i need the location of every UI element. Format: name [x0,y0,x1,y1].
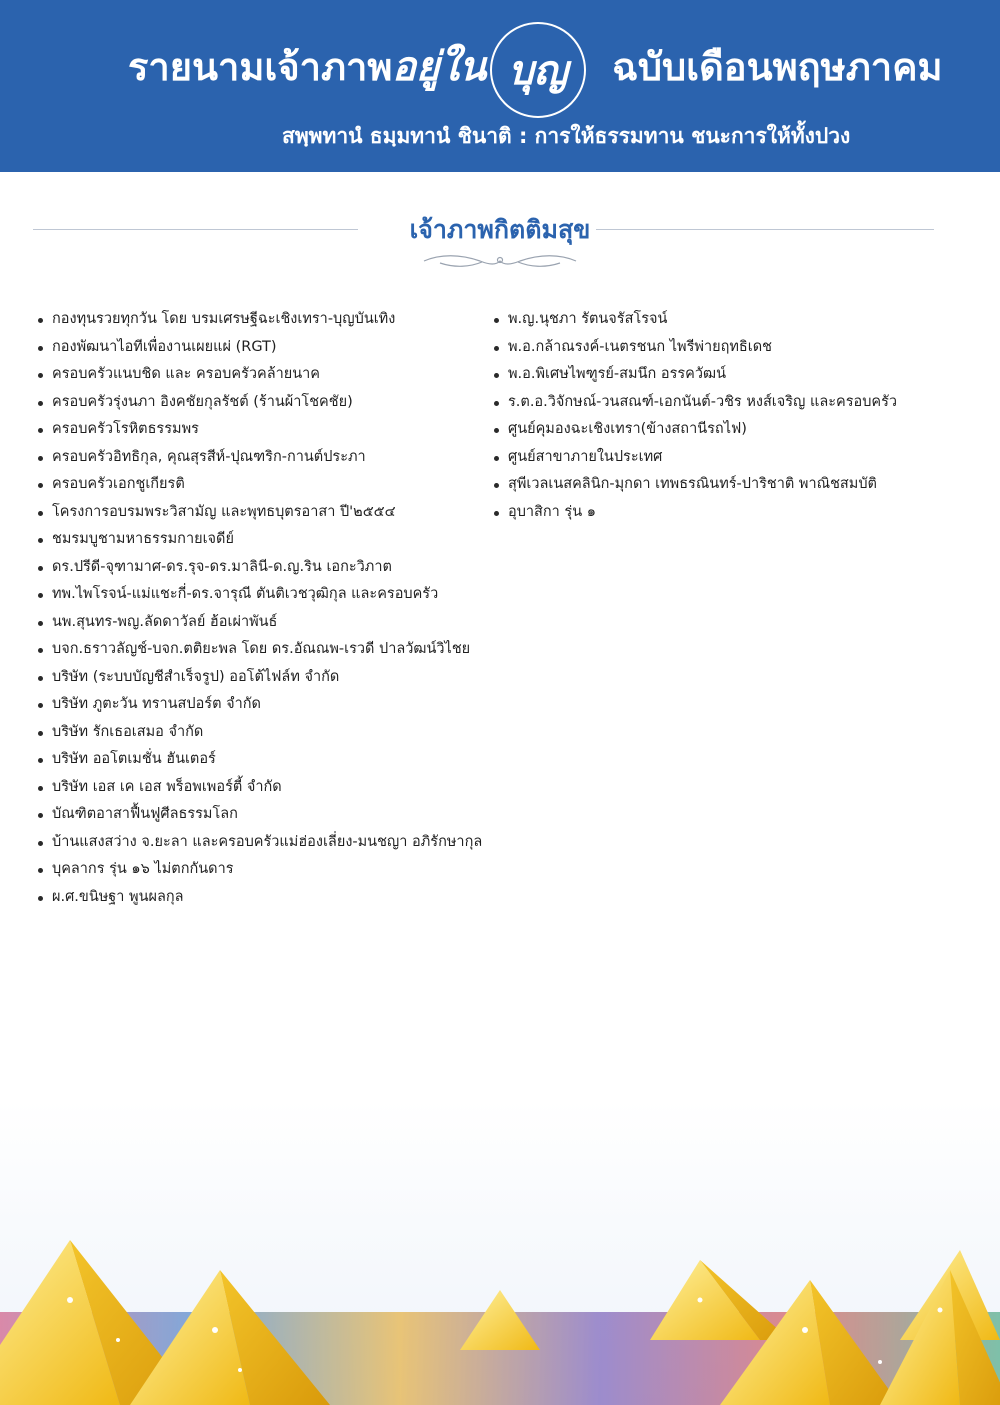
donor-list-item: บัณฑิตอาสาฟื้นฟูศีลธรรมโลก [38,801,508,829]
donor-list-item: ร.ต.อ.วิจักษณ์-วนสณฑ์-เอกนันต์-วชิร หงส์เจริญ และครอบครัว [494,389,964,417]
logo-circle-text: บุญ [508,47,568,94]
donor-list-item: บริษัท (ระบบบัญชีสำเร็จรูป) ออโต้ไฟล์ท จำกัด [38,664,508,692]
donor-list-item: บ้านแสงสว่าง จ.ยะลา และครอบครัวแม่ฮ่องเลี่ยง-มนชญา อภิรักษากุล [38,829,508,857]
donor-list-item: ทพ.ไพโรจน์-แม่แชะกี่-ดร.จารุณี ตันติเวชวุฒิกุล และครอบครัว [38,581,508,609]
divider-right [596,229,934,230]
donor-list-item: พ.อ.พิเศษไพฑูรย์-สมนึก อรรควัฒน์ [494,361,964,389]
donor-list-item: บริษัท ออโตเมชั่น ฮันเตอร์ [38,746,508,774]
header-banner [0,0,1000,172]
donor-list-item: บริษัท ภูตะวัน ทรานสปอร์ต จำกัด [38,691,508,719]
header-title-left: รายนามเจ้าภาพ [128,45,393,89]
header-title-right: ฉบับเดือนพฤษภาคม [612,45,943,89]
donor-list-item: พ.อ.กล้าณรงค์-เนตรชนก ไพรีพ่ายฤทธิเดช [494,334,964,362]
donor-list-right [494,306,964,526]
donor-list-item: บจก.ธราวลัญช์-บจก.ตติยะพล โดย ดร.อัณณพ-เรวดี ปาลวัฒน์วิไชย [38,636,508,664]
logo-text: อยู่ใน [392,43,487,90]
donor-list-item: ศูนย์สาขาภายในประเทศ [494,444,964,472]
ornament-flourish [420,252,580,270]
donor-list-item: ครอบครัวรุ่งนภา อิงคชัยกุลรัชต์ (ร้านผ้าโชคชัย) [38,389,508,417]
donor-list-item: บริษัท เอส เค เอส พร็อพเพอร์ตี้ จำกัด [38,774,508,802]
donor-list-item: ศูนย์คุมองฉะเชิงเทรา(ข้างสถานีรถไฟ) [494,416,964,444]
donor-list-item: พ.ญ.นุชภา รัตนจรัสโรจน์ [494,306,964,334]
donor-list-item: ชมรมบูชามหาธรรมกายเจดีย์ [38,526,508,554]
donor-list-item: ครอบครัวแนบชิด และ ครอบครัวคล้ายนาค [38,361,508,389]
donor-list-item: ครอบครัวโรหิตธรรมพร [38,416,508,444]
pyramid-scene [0,1100,1000,1405]
donor-list-item: บุคลากร รุ่น ๑๖ ไม่ตกกันดาร [38,856,508,884]
logo-circle [490,22,586,118]
header-subtitle: สพฺพทานํ ธมฺมทานํ ชินาติ : การให้ธรรมทาน ชนะการให้ทั้งปวง [282,124,851,148]
donor-list-item: โครงการอบรมพระวิสามัญ และพุทธบุตรอาสา ปี'๒๕๕๔ [38,499,508,527]
donor-list-item: ครอบครัวเอกชูเกียรติ [38,471,508,499]
donor-list-item: กองทุนรวยทุกวัน โดย บรมเศรษฐีฉะเชิงเทรา-บุญบันเทิง [38,306,508,334]
donor-list-item: นพ.สุนทร-พญ.ลัดดาวัลย์ ฮ้อเผ่าพันธ์ [38,609,508,637]
donor-list-item: บริษัท รักเธอเสมอ จำกัด [38,719,508,747]
donor-list-item: สุพีเวลเนสคลินิก-มุกดา เทพธรณินทร์-ปาริชาติ พาณิชสมบัติ [494,471,964,499]
donor-list-item: อุบาสิกา รุ่น ๑ [494,499,964,527]
donor-list-item: ผ.ศ.ขนิษฐา พูนผลกุล [38,884,508,912]
donor-list-left [38,306,508,911]
section-title: เจ้าภาพกิตติมสุข [409,215,591,244]
donor-list-item: ดร.ปรีดี-จุฑามาศ-ดร.รุจ-ดร.มาลินี-ด.ญ.ริน เอกะวิภาต [38,554,508,582]
donor-list-item: ครอบครัวอิทธิกุล, คุณสุรสีห์-ปุณฑริก-กานต์ประภา [38,444,508,472]
donor-list-item: กองพัฒนาไอทีเพื่องานเผยแผ่ (RGT) [38,334,508,362]
